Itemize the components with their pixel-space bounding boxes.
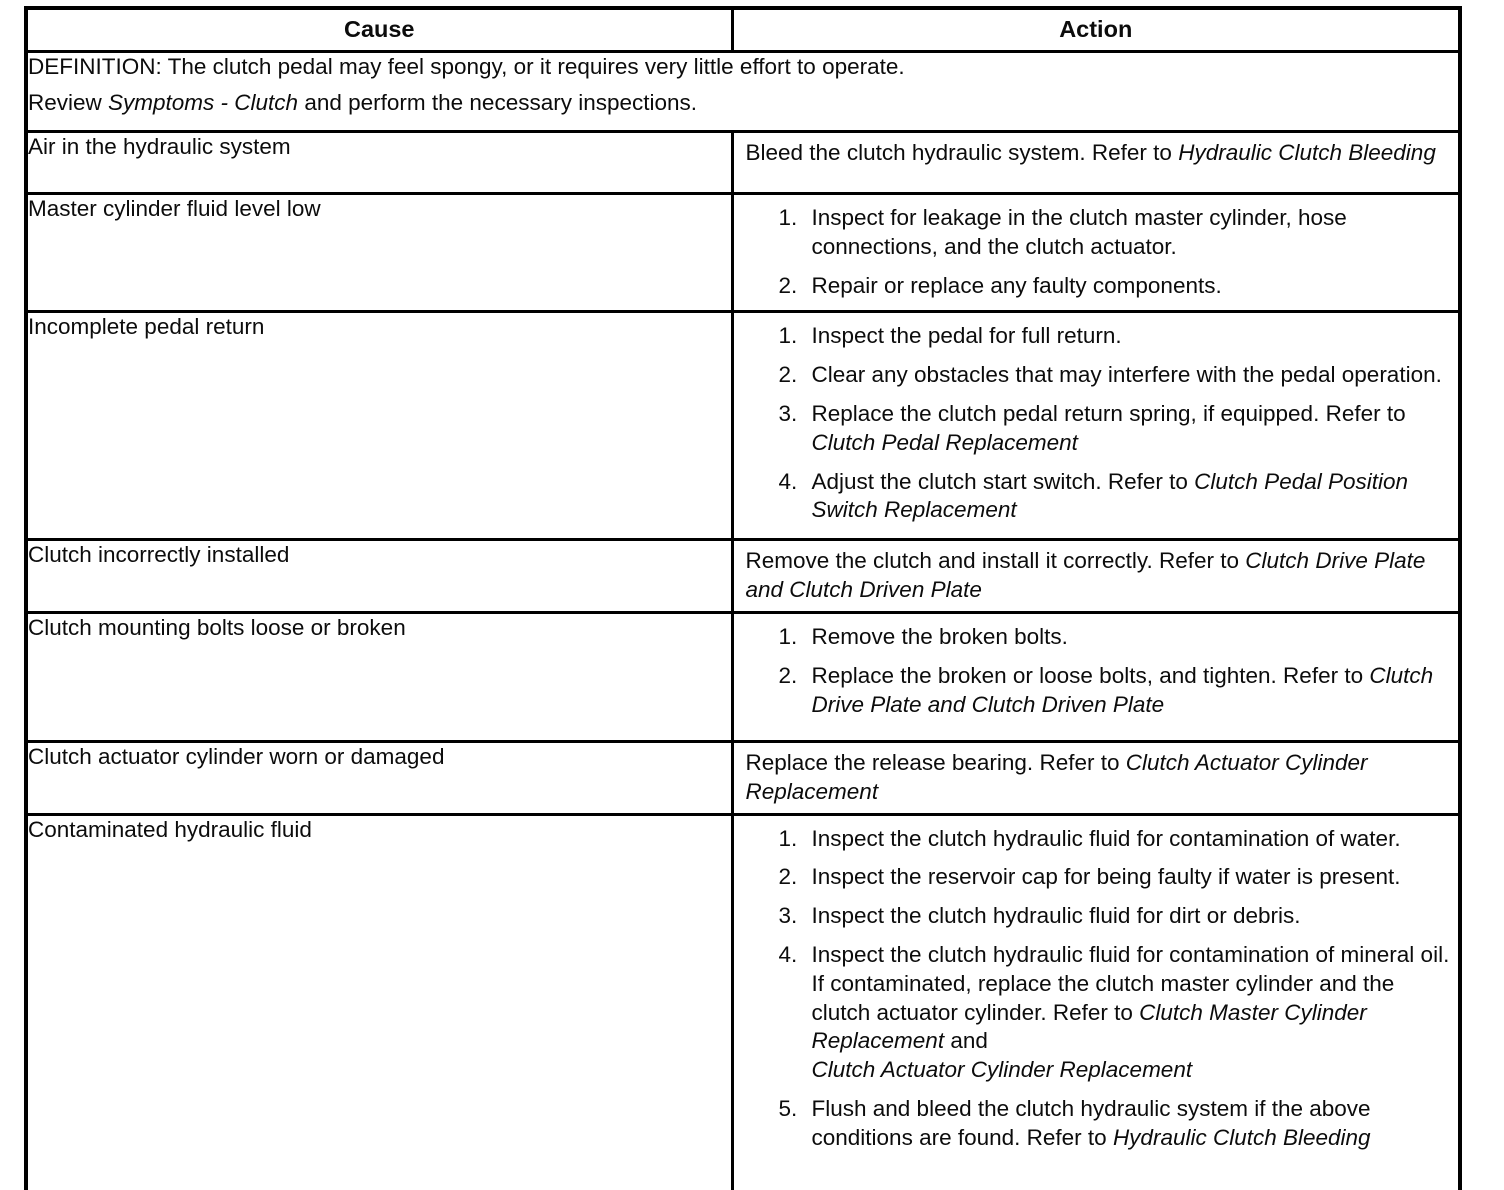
action-step [804, 361, 1451, 390]
text-segment: Clear any obstacles that may interfere with the pedal operation. [811, 362, 1442, 388]
table-row [26, 814, 1460, 1190]
action-steps-list [734, 825, 1451, 1153]
text-segment: and perform the necessary inspections. [298, 89, 698, 115]
action-cell [732, 814, 1460, 1190]
text-segment: Bleed the clutch hydraulic system. Refer to [745, 140, 1179, 166]
definition-text [28, 53, 1458, 82]
text-segment: Inspect the pedal for full return. [811, 323, 1122, 349]
cause-cell: Air in the hydraulic system [26, 132, 732, 194]
table-row [26, 613, 1460, 742]
cause-cell: Incomplete pedal return [26, 312, 732, 540]
definition-row [26, 52, 1460, 132]
text-segment: Review [28, 89, 109, 115]
text-segment: Flush and bleed the clutch hydraulic system if the above conditions are found. Refer to [811, 1096, 1371, 1150]
action-steps-list [734, 204, 1451, 300]
action-step [804, 272, 1451, 301]
action-step [804, 204, 1451, 262]
action-step [804, 468, 1451, 526]
action-steps-list [734, 623, 1451, 719]
cause-column-header: Cause [26, 8, 732, 52]
action-cell [732, 132, 1460, 194]
action-step [804, 825, 1451, 854]
review-symptoms-text [28, 89, 1458, 118]
action-cell [732, 540, 1460, 613]
cause-cell: Clutch actuator cylinder worn or damaged [26, 742, 732, 815]
table-row [26, 540, 1460, 613]
text-segment: Replace the release bearing. Refer to [745, 750, 1126, 776]
text-segment: Repair or replace any faulty components. [811, 272, 1222, 298]
text-segment: Replace the clutch pedal return spring, if equipped. Refer to [811, 401, 1406, 427]
text-segment: Inspect for leakage in the clutch master cylinder, hose connections, and the clutch actuator. [811, 205, 1347, 259]
action-step [804, 863, 1451, 892]
text-segment: Remove the broken bolts. [811, 624, 1068, 650]
action-text [746, 547, 1447, 605]
text-segment: Inspect the clutch hydraulic fluid for contamination of mineral oil. If contaminated, replace the clutch master cylinder and the clutch actuator cylinder. Refer to [811, 942, 1450, 1025]
text-segment: Replace the broken or loose bolts, and tighten. Refer to [811, 662, 1370, 688]
text-segment: Inspect the reservoir cap for being faulty if water is present. [811, 864, 1401, 890]
action-cell [732, 312, 1460, 540]
text-segment: DEFINITION: The clutch pedal may feel spongy, or it requires very little effort to operate. [28, 54, 905, 80]
text-segment: Inspect the clutch hydraulic fluid for dirt or debris. [811, 903, 1301, 929]
action-step [804, 902, 1451, 931]
cause-cell: Master cylinder fluid level low [26, 194, 732, 312]
text-segment: Inspect the clutch hydraulic fluid for contamination of water. [811, 825, 1401, 851]
table-row [26, 742, 1460, 815]
reference-link-text: Hydraulic Clutch Bleeding [1178, 140, 1436, 166]
action-column-header: Action [732, 8, 1460, 52]
cause-cell: Contaminated hydraulic fluid [26, 814, 732, 1190]
reference-link-text: Clutch Actuator Cylinder Replacement [811, 1057, 1193, 1083]
reference-link-text: Clutch Drive Plate and Clutch Driven Plate [811, 662, 1434, 717]
action-step [804, 662, 1451, 720]
reference-link-text: Symptoms - Clutch [108, 89, 299, 115]
action-step [804, 623, 1451, 652]
table-row [26, 312, 1460, 540]
action-cell [732, 613, 1460, 742]
action-text [746, 139, 1447, 168]
text-segment: Remove the clutch and install it correctly. Refer to [745, 548, 1246, 574]
diagnostic-table [24, 6, 1462, 1190]
text-segment: Adjust the clutch start switch. Refer to [811, 468, 1195, 494]
cause-cell: Clutch incorrectly installed [26, 540, 732, 613]
reference-link-text: Clutch Pedal Replacement [811, 429, 1078, 455]
definition-cell [26, 52, 1460, 132]
reference-link-text: Hydraulic Clutch Bleeding [1112, 1124, 1371, 1150]
table-body [26, 52, 1460, 1190]
table-row [26, 132, 1460, 194]
action-step [804, 400, 1451, 458]
action-step [804, 941, 1451, 1085]
action-steps-list [734, 322, 1451, 525]
action-step [804, 1095, 1451, 1153]
text-segment: and [944, 1028, 988, 1054]
reference-link-text: Clutch Drive Plate and Clutch Driven Plate [745, 548, 1426, 603]
action-cell [732, 742, 1460, 815]
reference-link-text: Clutch Actuator Cylinder Replacement [745, 750, 1368, 804]
action-cell [732, 194, 1460, 312]
cause-cell: Clutch mounting bolts loose or broken [26, 613, 732, 742]
table-row [26, 194, 1460, 312]
action-step [804, 322, 1451, 351]
action-text [746, 749, 1447, 807]
reference-link-text: Clutch Pedal Position Switch Replacement [811, 468, 1409, 523]
table-header-row [26, 8, 1460, 52]
table-header [26, 8, 1460, 52]
reference-link-text: Clutch Master Cylinder Replacement [811, 999, 1367, 1054]
